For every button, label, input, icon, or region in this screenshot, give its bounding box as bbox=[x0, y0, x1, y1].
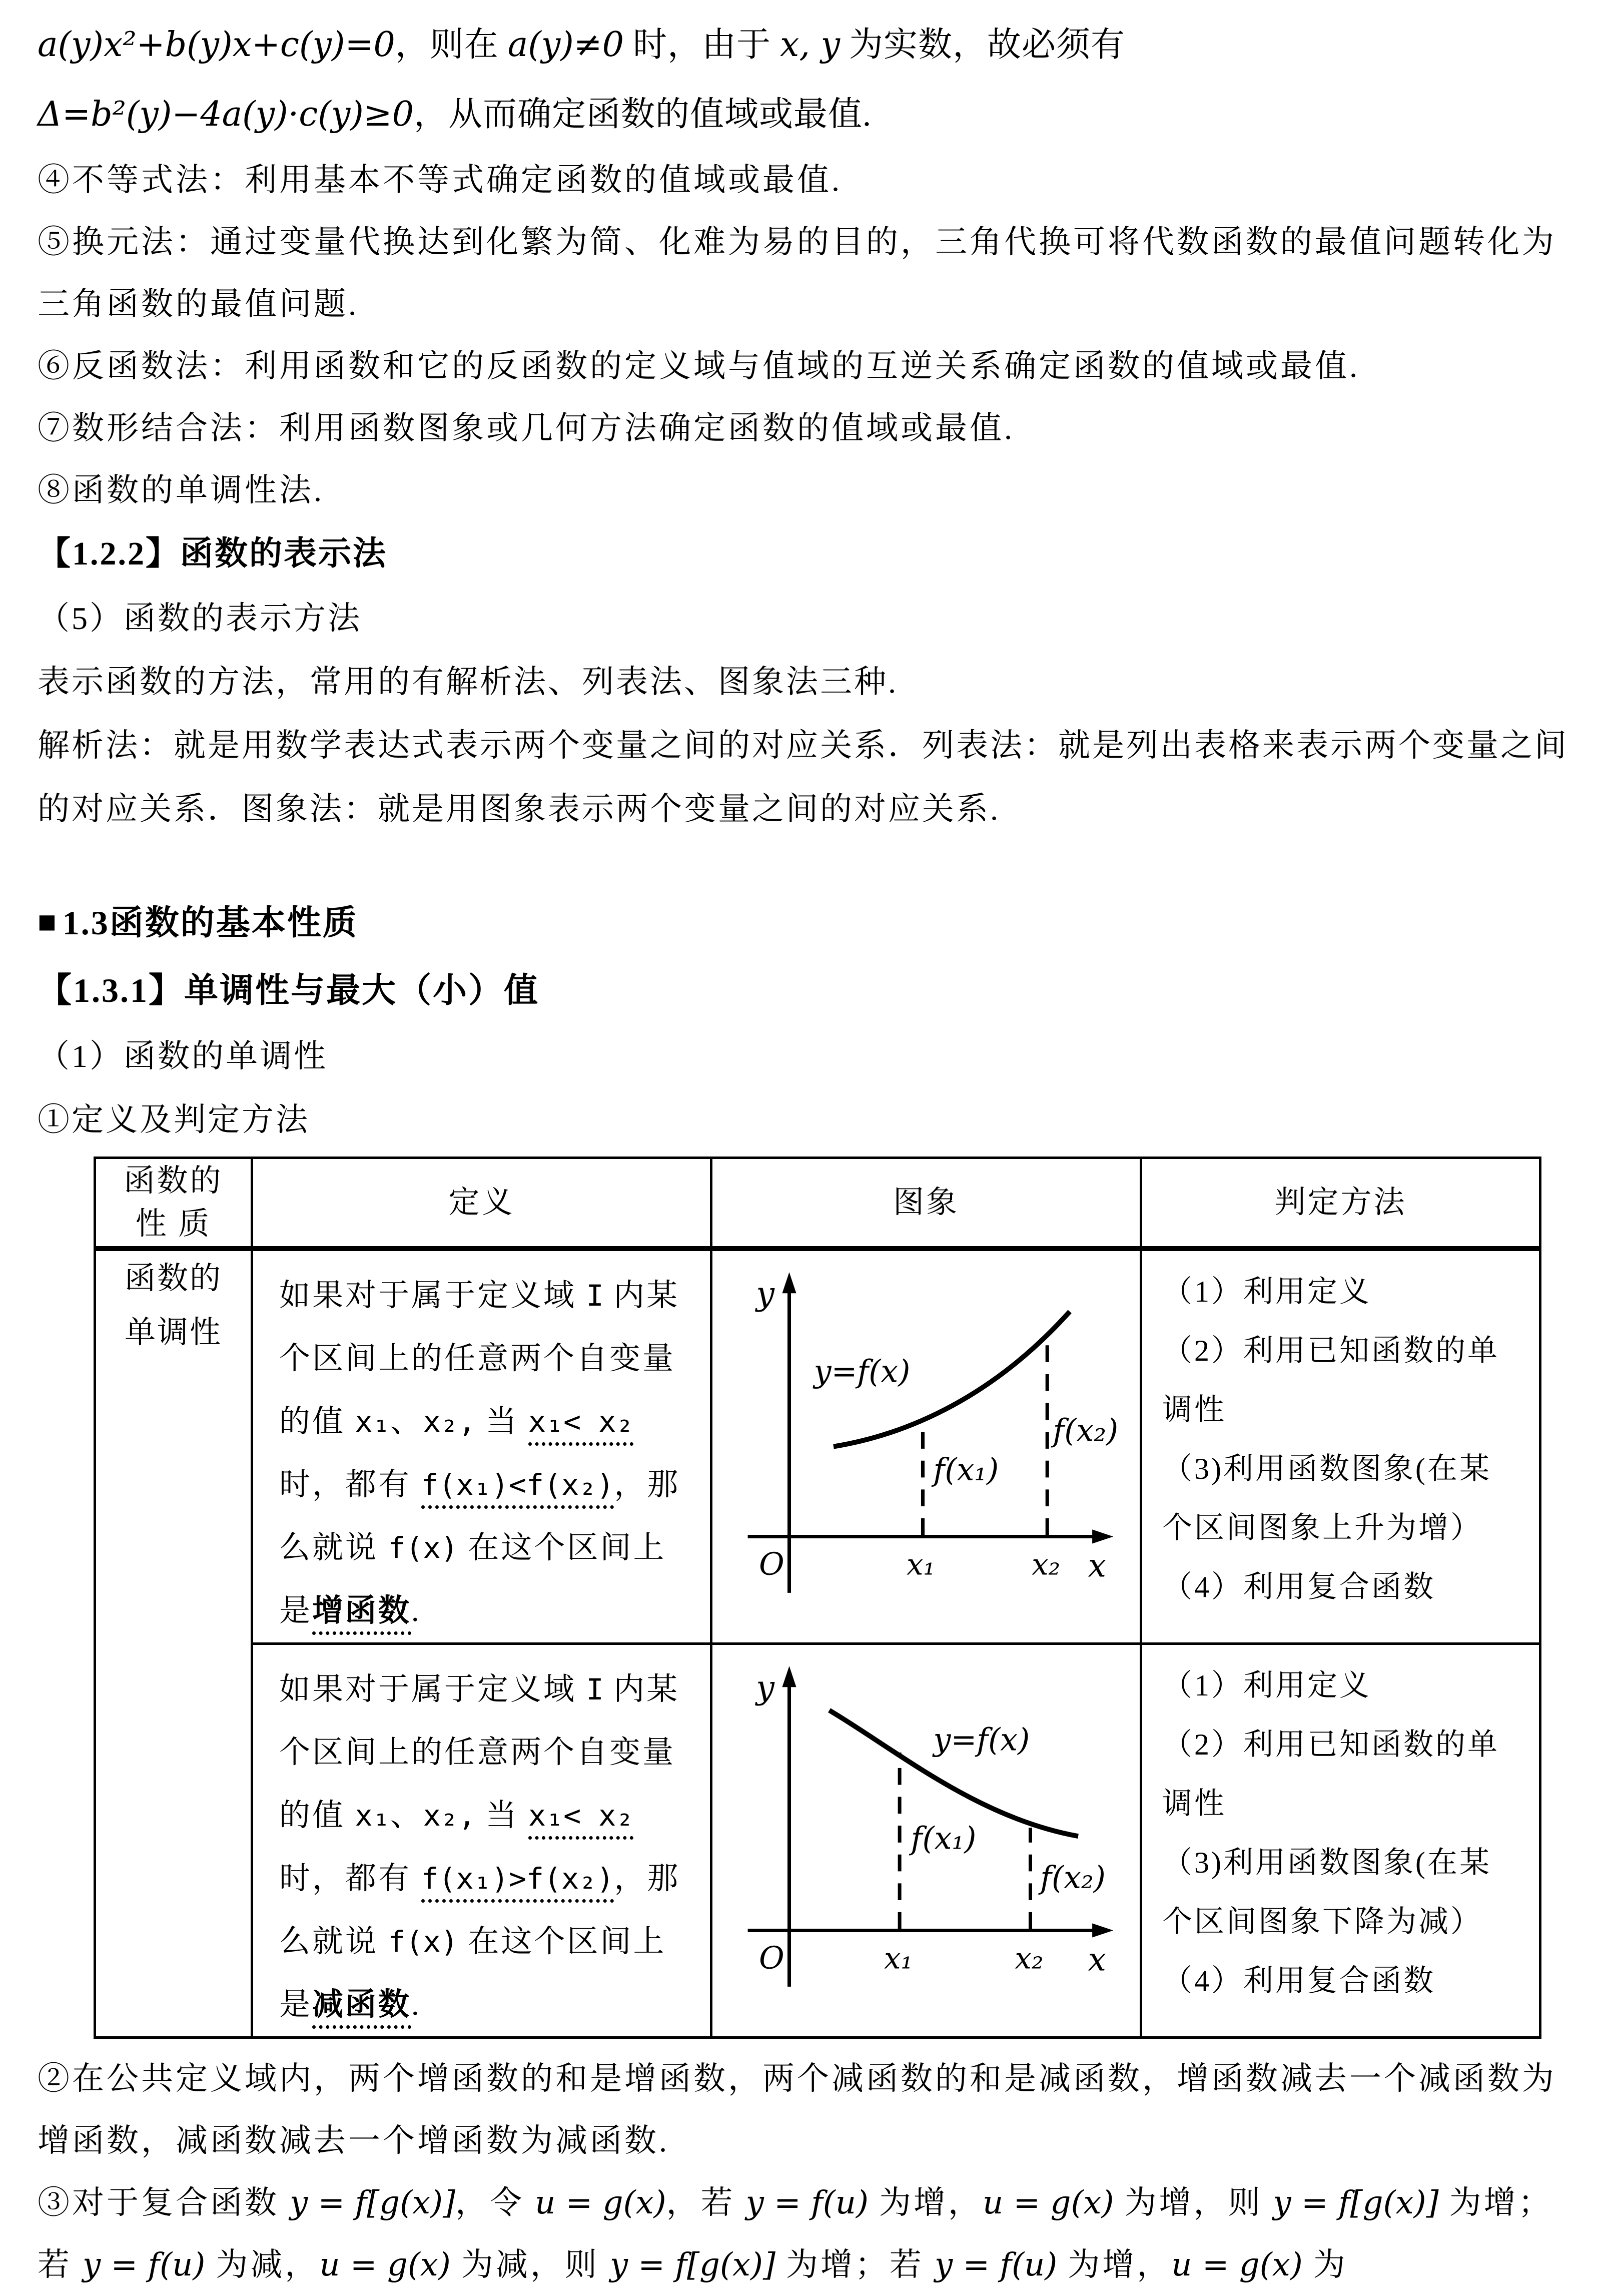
section-1-3-text: 1.3函数的基本性质 bbox=[62, 904, 358, 942]
x1-tick-label: x₁ bbox=[884, 1941, 913, 1976]
x2-tick-label: x₂ bbox=[1031, 1547, 1060, 1582]
method-line: （1）利用定义 bbox=[1162, 1669, 1371, 1702]
fx2-label: f(x₂) bbox=[1052, 1412, 1118, 1449]
method-item-4: ④不等式法：利用基本不等式确定函数的值域或最值. bbox=[38, 162, 842, 198]
monotonicity-table bbox=[94, 1157, 1541, 2039]
formula-line-2: Δ=b²(y)−4a(y)·c(y)≥0，从而确定函数的值域或最值. bbox=[38, 95, 872, 134]
header-cell-graph: 图象 bbox=[711, 1158, 1141, 1249]
graph-cell-increasing bbox=[711, 1249, 1141, 1644]
note-3-paragraph: ③对于复合函数 y = f[g(x)]，令 u = g(x)，若 y = f(u) 为增，u = g(x) 为增，则 y = f[g(x)] 为增；若 y = f(u) 为减，u = g(x) 为减，则 y = f[g(x)] 为增；若 y = f(u) 为增，u = g(x) 为 bbox=[38, 2184, 1553, 2283]
square-bullet-icon: ■ bbox=[38, 904, 63, 939]
y-axis-label: y bbox=[755, 1275, 774, 1313]
origin-label: O bbox=[758, 1546, 784, 1582]
definition-cell-increasing: 如果对于属于定义域 I 内某个区间上的任意两个自变量的值 x₁、x₂, 当 x₁< x₂ 时，都有 f(x₁)<f(x₂)，那么就说 f(x) 在这个区间上是增函数. bbox=[252, 1249, 711, 1644]
section-gap bbox=[38, 841, 1576, 888]
formula-line-1: a(y)x²+b(y)x+c(y)=0，则在 a(y)≠0 时，由于 x, y 为实数，故必须有 bbox=[38, 25, 1126, 65]
y-axis-arrow-icon bbox=[782, 1666, 796, 1687]
note-2-paragraph: ②在公共定义域内，两个增函数的和是增函数，两个减函数的和是减函数，增函数减去一个减函数为增函数，减函数减去一个增函数为减函数. bbox=[38, 2061, 1556, 2158]
method-line: （2）利用已知函数的单调性 bbox=[1162, 1728, 1499, 1820]
representation-detail: 解析法：就是用数学表达式表示两个变量之间的对应关系．列表法：就是列出表格来表示两个变量之间的对应关系．图象法：就是用图象表示两个变量之间的对应关系. bbox=[38, 728, 1568, 827]
table-row-decreasing bbox=[95, 1644, 1540, 2038]
x2-tick-label: x₂ bbox=[1015, 1941, 1043, 1976]
header-cell-property bbox=[95, 1158, 252, 1249]
curve-label: y=f(x) bbox=[814, 1353, 910, 1390]
method-item-6: ⑥反函数法：利用函数和它的反函数的定义域与值域的互逆关系确定函数的值域或最值. bbox=[38, 348, 1360, 384]
definition-cell-decreasing: 如果对于属于定义域 I 内某个区间上的任意两个自变量的值 x₁、x₂, 当 x₁< x₂ 时，都有 f(x₁)>f(x₂)，那么就说 f(x) 在这个区间上是减函数. bbox=[252, 1644, 711, 2038]
method-item-8: ⑧函数的单调性法. bbox=[38, 472, 324, 508]
method-line: （3)利用函数图象(在某个区间图象上升为增） bbox=[1162, 1452, 1491, 1544]
section-1-3-1-title: 【1.3.1】单调性与最大（小）值 bbox=[38, 971, 540, 1009]
fx2-label: f(x₂) bbox=[1040, 1860, 1106, 1896]
y-axis-arrow-icon bbox=[782, 1272, 796, 1293]
section-1-3-title bbox=[38, 888, 1576, 957]
x-axis-label: x bbox=[1088, 1941, 1106, 1979]
method-line: （2）利用已知函数的单调性 bbox=[1162, 1334, 1499, 1426]
x-axis-label: x bbox=[1088, 1547, 1106, 1585]
method-line: （3)利用函数图象(在某个区间图象下降为减） bbox=[1162, 1846, 1491, 1938]
row-label-line2: 单调性 bbox=[124, 1316, 222, 1350]
header-property-line2: 性 质 bbox=[135, 1207, 212, 1241]
curve-label: y=f(x) bbox=[933, 1721, 1030, 1758]
section-1-2-2-title: 【1.2.2】函数的表示法 bbox=[38, 535, 387, 572]
fx1-label: f(x₁) bbox=[933, 1452, 999, 1488]
x-axis-arrow-icon bbox=[1092, 1529, 1113, 1543]
row-label-line1: 函数的 bbox=[124, 1262, 222, 1296]
y-axis-label: y bbox=[755, 1668, 774, 1706]
method-item-5: ⑤换元法：通过变量代换达到化繁为简、化难为易的目的，三角代换可将代数函数的最值问题转化为三角函数的最值问题. bbox=[38, 224, 1556, 322]
graph-cell-decreasing bbox=[711, 1644, 1141, 2038]
method-line: （1）利用定义 bbox=[1162, 1275, 1371, 1308]
fx1-label: f(x₁) bbox=[911, 1820, 976, 1857]
monotonicity-heading: （1）函数的单调性 bbox=[38, 1038, 328, 1074]
row-label-monotonicity bbox=[95, 1249, 252, 2038]
origin-label: O bbox=[758, 1940, 784, 1976]
header-cell-judgement: 判定方法 bbox=[1141, 1158, 1540, 1249]
decreasing-function-graph bbox=[722, 1650, 1130, 2003]
x-axis-arrow-icon bbox=[1092, 1923, 1113, 1937]
header-property-line1: 函数的 bbox=[124, 1164, 223, 1198]
representation-intro: 表示函数的方法，常用的有解析法、列表法、图象法三种. bbox=[38, 664, 898, 700]
method-line: （4）利用复合函数 bbox=[1162, 1964, 1435, 1997]
method-line: （4）利用复合函数 bbox=[1162, 1570, 1435, 1603]
methods-cell-increasing bbox=[1141, 1249, 1540, 1644]
methods-cell-decreasing bbox=[1141, 1644, 1540, 2038]
table-row-increasing bbox=[95, 1249, 1540, 1644]
paragraph-5-heading: （5）函数的表示方法 bbox=[38, 601, 362, 636]
table-header-row bbox=[95, 1158, 1540, 1249]
method-item-7: ⑦数形结合法：利用函数图象或几何方法确定函数的值域或最值. bbox=[38, 410, 1015, 446]
increasing-function-graph bbox=[722, 1256, 1130, 1609]
header-cell-definition: 定义 bbox=[252, 1158, 711, 1249]
x1-tick-label: x₁ bbox=[906, 1547, 935, 1582]
definition-judgement-heading: ①定义及判定方法 bbox=[38, 1102, 310, 1137]
